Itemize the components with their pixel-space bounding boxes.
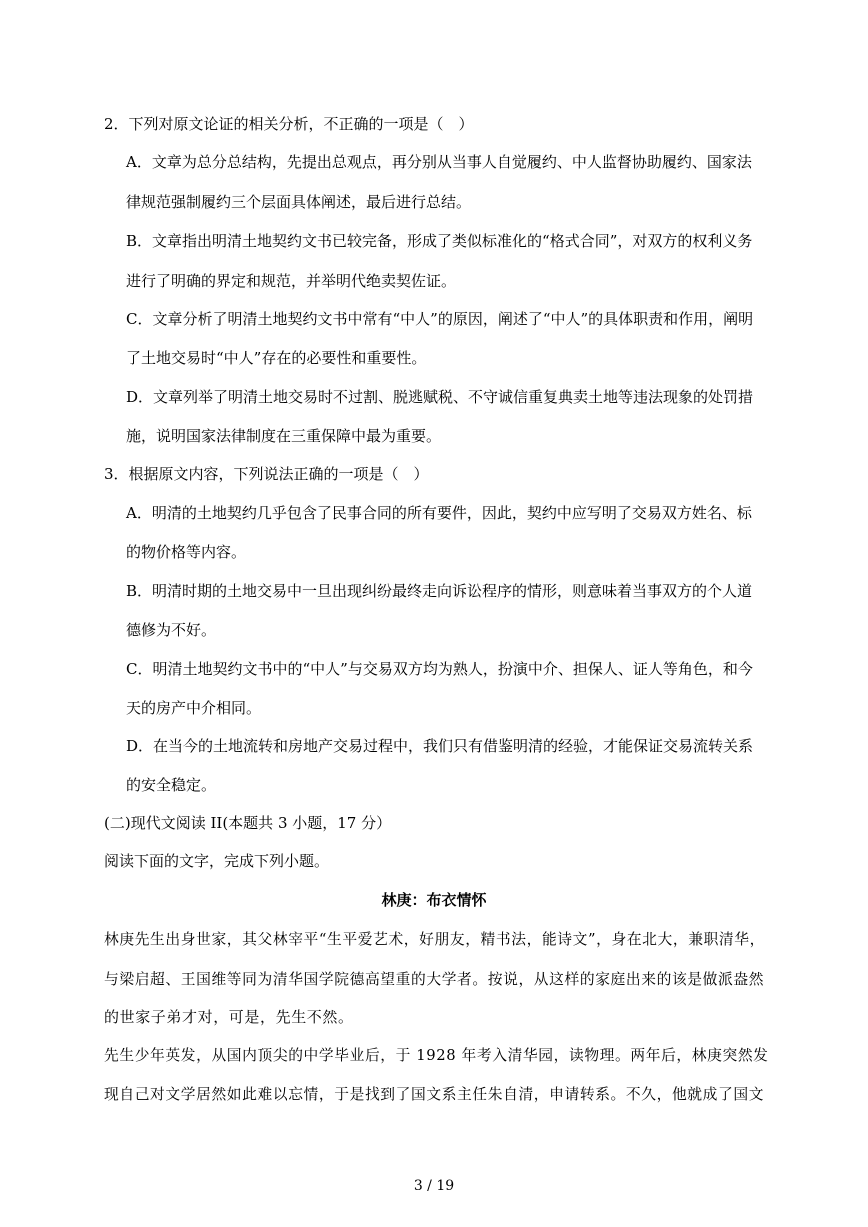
article-line: 先生少年英发，从国内顶尖的中学毕业后，于 1928 年考入清华园，读物理。两年后，林庚突然发 (104, 1047, 769, 1064)
question-3-option-d-line2: 的安全稳定。 (126, 776, 217, 794)
question-3-option-b-line2: 德修为不好。 (126, 621, 217, 639)
question-2-option-b-line2: 进行了明确的界定和规范，并举明代绝卖契佐证。 (126, 272, 457, 290)
question-2-option-c-line1: C．文章分析了明清土地契约文书中常有“中人”的原因，阐述了“中人”的具体职责和作用，阐明 (126, 310, 754, 328)
question-3-option-c-line1: C．明清土地契约文书中的“中人”与交易双方均为熟人，扮演中介、担保人、证人等角色，和今 (126, 660, 753, 678)
question-2-option-a-line2: 律规范强制履约三个层面具体阐述，最后进行总结。 (126, 193, 472, 211)
section-heading: (二)现代文阅读 II(本题共 3 小题，17 分） (104, 814, 392, 832)
article-line: 与梁启超、王国维等同为清华国学院德高望重的大学者。按说，从这样的家庭出来的该是做派盎然 (104, 971, 765, 988)
question-3-stem: 3．根据原文内容，下列说法正确的一项是（ ） (104, 465, 429, 483)
question-2-option-c-line2: 了土地交易时“中人”存在的必要性和重要性。 (126, 349, 427, 367)
article-line: 现自己对文学居然如此难以忘情，于是找到了国文系主任朱自清，申请转系。不久，他就成了国文 (104, 1086, 765, 1103)
article-title: 林庚：布衣情怀 (381, 891, 487, 909)
question-3-option-a-line2: 的物价格等内容。 (126, 543, 247, 561)
page-number: 3 / 19 (413, 1178, 455, 1194)
question-3-option-d-line1: D．在当今的土地流转和房地产交易过程中，我们只有借鉴明清的经验，才能保证交易流转关系 (126, 737, 754, 755)
question-2-option-d-line1: D．文章列举了明清土地交易时不过割、脱逃赋税、不守诚信重复典卖土地等违法现象的处罚措 (126, 388, 754, 406)
article-line: 的世家子弟才对，可是，先生不然。 (104, 1008, 354, 1026)
question-2-option-b-line1: B．文章指出明清土地契约文书已较完备，形成了类似标准化的“格式合同”，对双方的权利义务 (126, 232, 753, 250)
section-instruction: 阅读下面的文字，完成下列小题。 (104, 852, 330, 870)
question-3-option-b-line1: B．明清时期的土地交易中一旦出现纠纷最终走向诉讼程序的情形，则意味着当事双方的个人道 (126, 582, 753, 600)
question-3-option-c-line2: 天的房产中介相同。 (126, 699, 262, 717)
article-line: 林庚先生出身世家，其父林宰平“生平爱艺术，好朋友，精书法，能诗文”，身在北大，兼职清华， (104, 931, 765, 948)
question-2-option-a-line1: A．文章为总分总结构，先提出总观点，再分别从当事人自觉履约、中人监督协助履约、国家法 (126, 153, 752, 171)
question-2-option-d-line2: 施，说明国家法律制度在三重保障中最为重要。 (126, 427, 442, 445)
question-2-stem: 2．下列对原文论证的相关分析，不正确的一项是（ ） (104, 115, 474, 133)
question-3-option-a-line1: A．明清的土地契约几乎包含了民事合同的所有要件，因此，契约中应写明了交易双方姓名、标 (126, 504, 752, 522)
